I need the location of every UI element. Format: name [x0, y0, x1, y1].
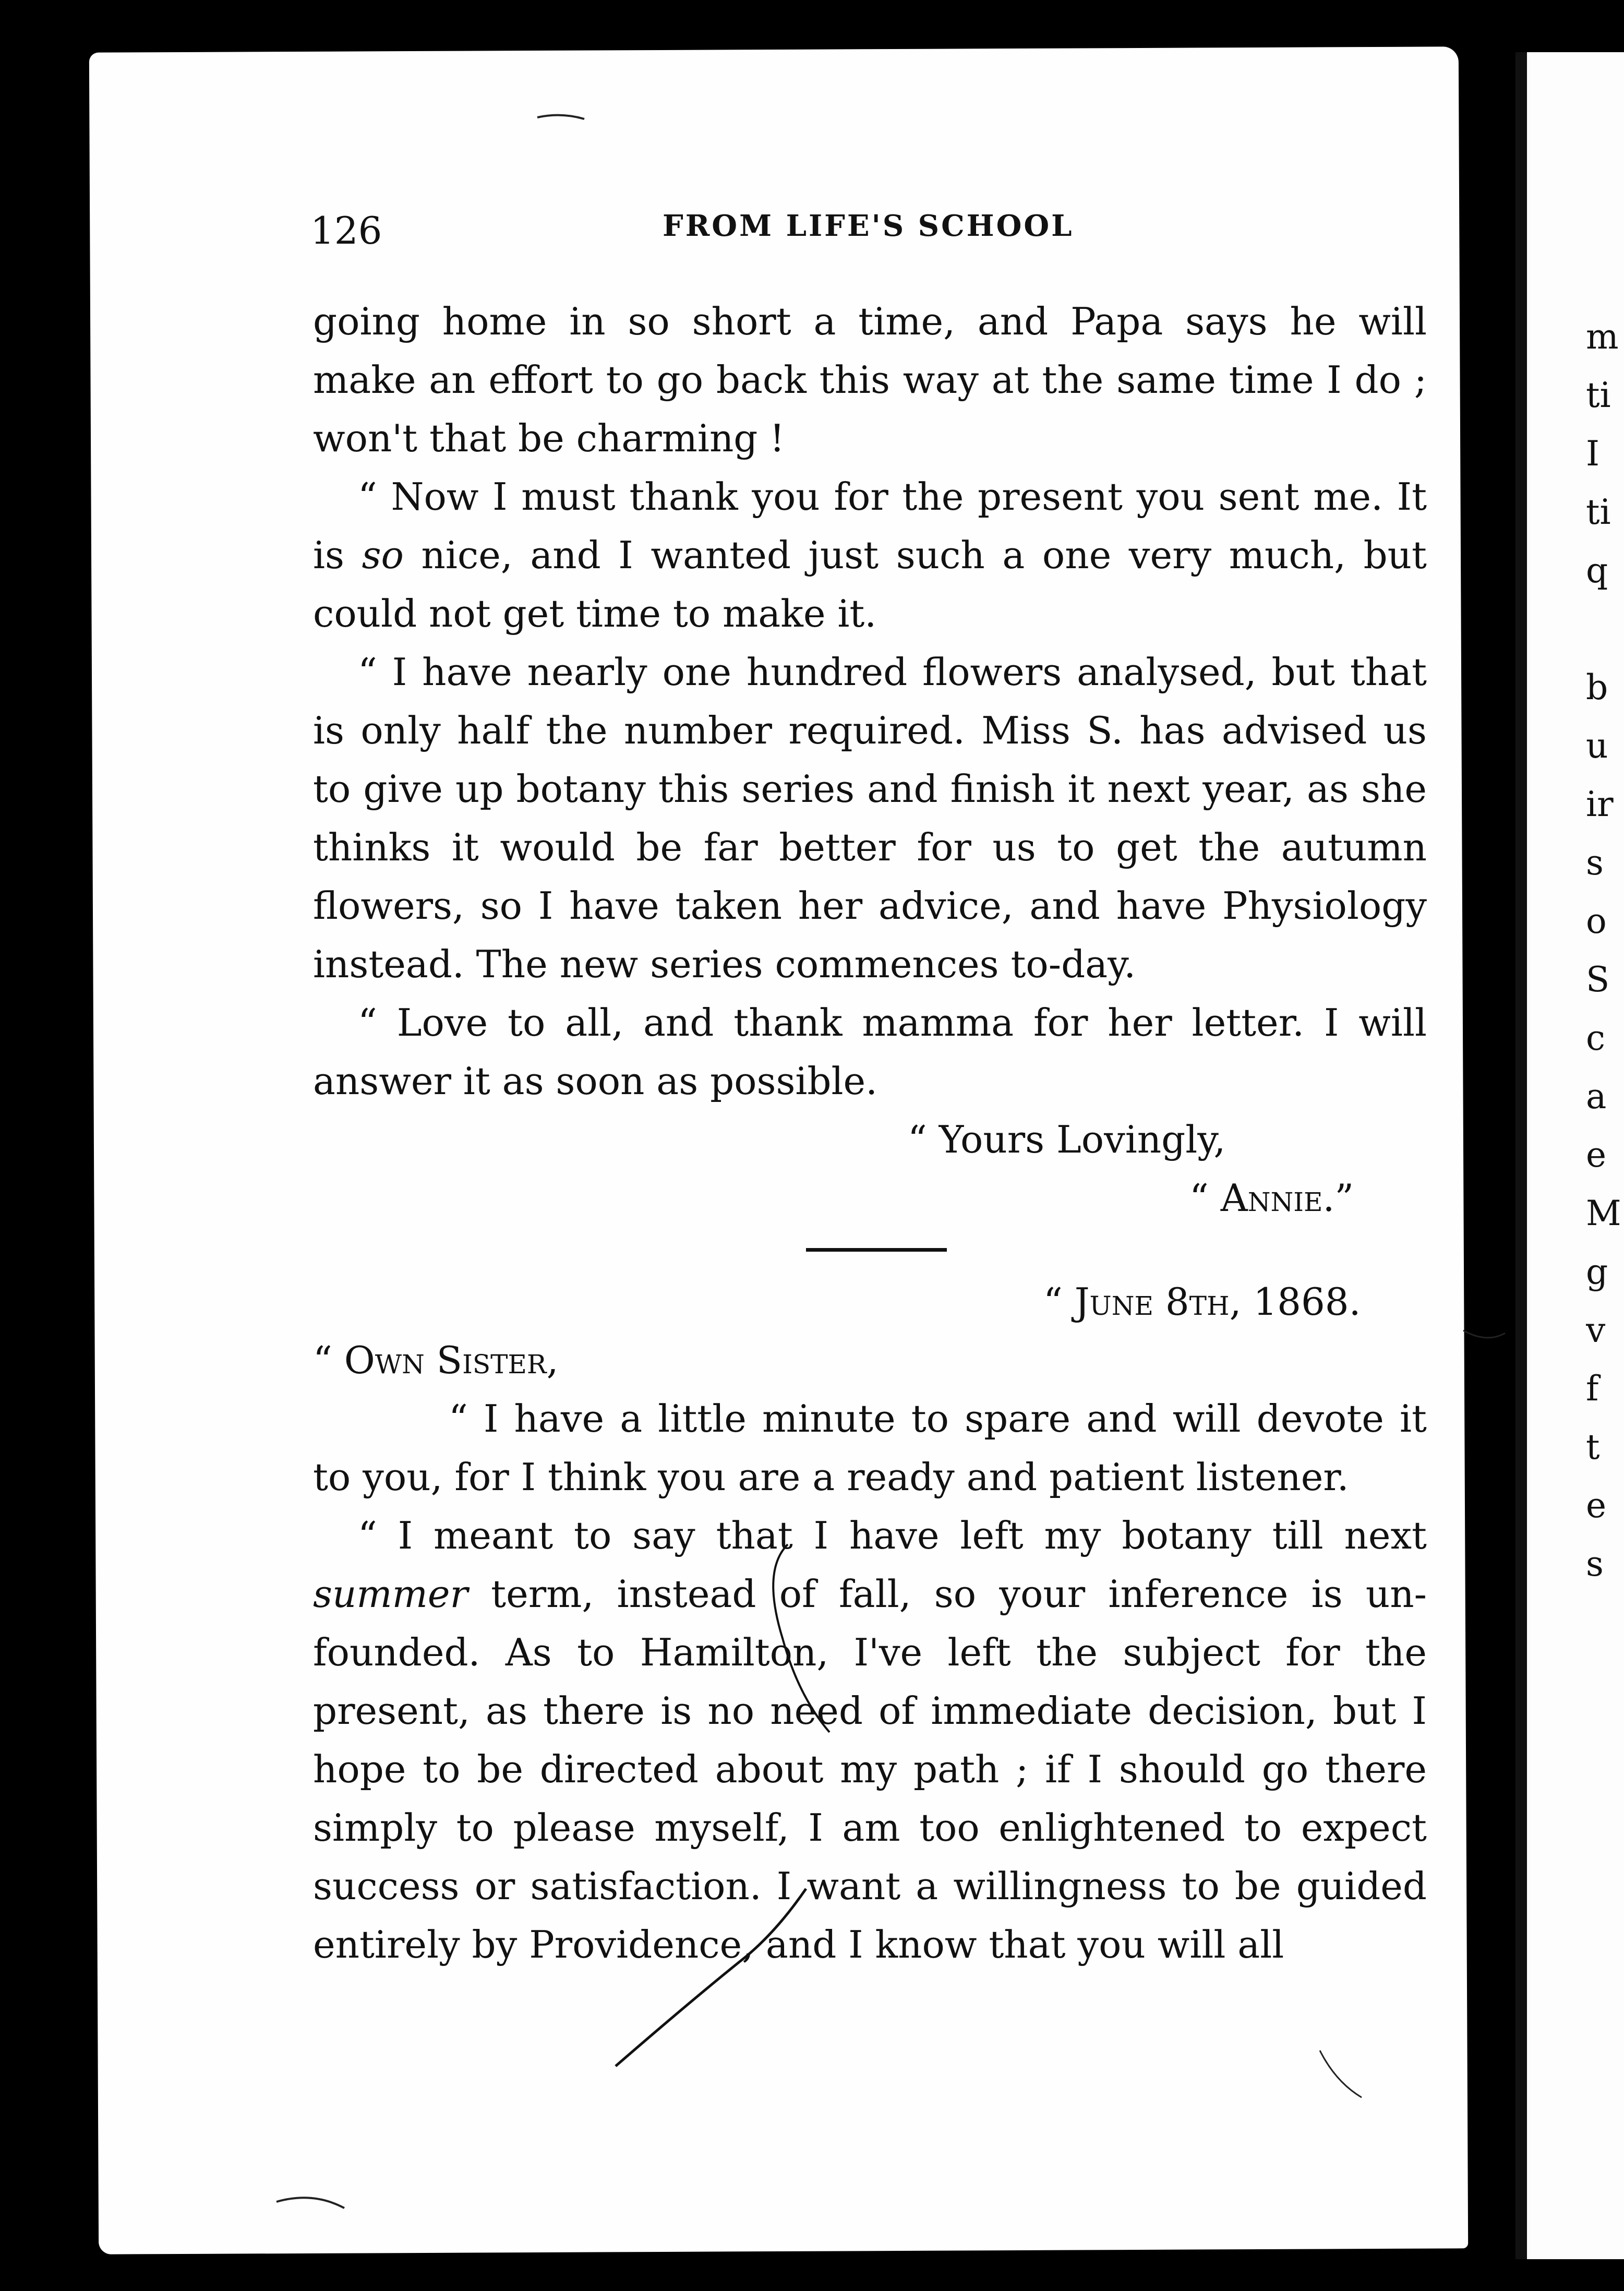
- section-divider: [806, 1248, 947, 1252]
- next-page-fragment: v: [1586, 1310, 1606, 1350]
- next-page-fragment: e: [1586, 1135, 1607, 1175]
- letter1-paragraph-2: [313, 467, 1427, 643]
- letter1-paragraph-2-start: “ Now I must thank you for the present you sent me. It is: [313, 475, 1427, 577]
- page-number: 126: [310, 209, 382, 253]
- letter1-signature: “ Annie.”: [1189, 1176, 1354, 1220]
- next-page-fragment: M: [1586, 1193, 1621, 1233]
- next-page-fragment: I: [1586, 434, 1600, 474]
- letter2-paragraph-2-start: “ I meant to say that I have left my botany till next: [358, 1514, 1427, 1557]
- next-page-fragment: t: [1586, 1427, 1600, 1467]
- pen-stroke-right-margin: [1463, 1330, 1505, 1338]
- next-page-fragment: f: [1586, 1369, 1599, 1409]
- next-page-fragment: a: [1586, 1076, 1607, 1117]
- letter1-paragraph-2-emphasis: so: [362, 533, 404, 577]
- running-head: FROM LIFE'S SCHOOL: [663, 209, 1074, 243]
- next-page-fragment: e: [1586, 1485, 1607, 1526]
- letter1-closing: “ Yours Lovingly,: [908, 1118, 1226, 1161]
- letter2-paragraph-1: “ I have a little minute to spare and will devote it to you, for I think you are a ready and patient listener.: [313, 1397, 1427, 1499]
- letter1-paragraph-4: “ Love to all, and thank mamma for her letter. I will answer it as soon as possible.: [313, 1001, 1427, 1103]
- letter1-paragraph-3: “ I have nearly one hundred flowers analysed, but that is only half the number required. Miss S. has advised us to give up botany this series and finish it next year, as she thinks it would be far better for us to get the autumn flowers, so I have taken her advice, and have Physiology instead. The new series commences to-day.: [313, 650, 1427, 986]
- letter2-paragraph-2-end: term, instead of fall, so your inference is unfounded. As to Hamilton, I've left the subject for the present, as there is no need of immediate decision, but I hope to be directed about my path ; if I should go there simply to please myself, I am too enlightened to expect success or satisfaction. I want a willingness to be guided entirely by Providence, and I know that you will all: [313, 1572, 1427, 1966]
- next-page-fragment: S: [1586, 959, 1610, 1000]
- next-page-fragment: c: [1586, 1018, 1605, 1058]
- page-gutter-shadow: [1515, 52, 1527, 2259]
- next-page-cropped-text: [1586, 308, 1624, 1593]
- letter1-paragraph-1: going home in so short a time, and Papa says he will make an effort to go back this way at the same time I do ; won't that be charming !: [313, 299, 1427, 460]
- next-page-fragment: s: [1586, 1544, 1604, 1584]
- letter2-salutation: “ Own Sister,: [313, 1338, 559, 1382]
- next-page-fragment: [1586, 600, 1624, 658]
- letter2-paragraph-2-emphasis: summer: [313, 1572, 468, 1616]
- letter1-paragraph-2-end: nice, and I wanted just such a one very much, but could not get time to make it.: [313, 533, 1427, 635]
- page-body: [313, 292, 1427, 1974]
- next-page-fragment: g: [1586, 1252, 1608, 1292]
- letter2-paragraph-2: [313, 1506, 1427, 1974]
- next-page-fragment: ti: [1586, 492, 1611, 532]
- next-page-fragment: o: [1586, 901, 1607, 941]
- letter2-dateline: “ June 8th, 1868.: [1043, 1280, 1361, 1324]
- next-page-fragment: s: [1586, 843, 1604, 883]
- next-page-fragment: u: [1586, 726, 1608, 766]
- next-page-fragment: ti: [1586, 375, 1611, 415]
- next-page-fragment: m: [1586, 317, 1619, 357]
- next-page-fragment: b: [1586, 667, 1608, 707]
- next-page-fragment: ir: [1586, 784, 1614, 824]
- next-page-fragment: q: [1586, 550, 1608, 591]
